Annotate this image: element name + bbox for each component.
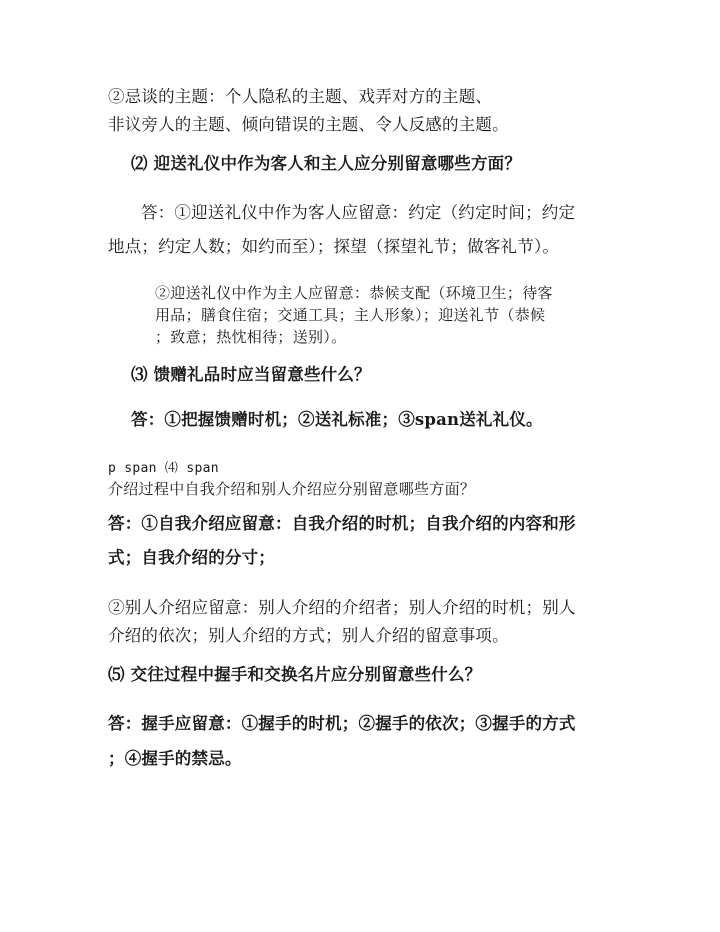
question-5-answer-line-2: ；④握手的禁忌。: [108, 749, 242, 768]
question-2-answer-host-line-1: ②迎送礼仪中作为主人应留意：恭候支配（环境卫生；待客: [155, 284, 553, 302]
question-4-answer-self-line-1: 答：①自我介绍应留意：自我介绍的时机；自我介绍的内容和形: [108, 514, 576, 533]
question-2-answer-host-line-3: ；致意；热忱相待；送别）。: [155, 328, 347, 346]
question-2-answer-host-line-2: 用品；膳食住宿；交通工具；主人形象）；迎送礼节（恭候: [155, 306, 546, 324]
question-5-heading: ⑸ 交往过程中握手和交换名片应分别留意些什么？: [108, 665, 482, 684]
question-2-answer-guest-line-2: 地点；约定人数；如约而至）；探望（探望礼节；做客礼节）。: [108, 237, 560, 256]
question-2-heading: ⑵ 迎送礼仪中作为客人和主人应分别留意哪些方面？: [131, 154, 522, 173]
question-2-answer-guest-line-1: 答：①迎送礼仪中作为客人应留意：约定（约定时间；约定: [141, 203, 576, 222]
question-3-heading: ⑶ 馈赠礼品时应当留意些什么？: [131, 365, 371, 384]
question-4-heading: 介绍过程中自我介绍和别人介绍应分别留意哪些方面？: [108, 480, 476, 498]
question-5-answer-line-1: 答：握手应留意：①握手的时机；②握手的依次；③握手的方式: [108, 714, 576, 733]
question-4-answer-self-line-2: 式；自我介绍的分寸；: [108, 548, 275, 567]
question-4-marker: p span ⑷ span: [108, 461, 219, 476]
question-4-answer-other-line-2: 介绍的依次；别人介绍的方式；别人介绍的留意事项。: [108, 626, 509, 645]
taboo-topics-line-1: ②忌谈的主题：个人隐私的主题、戏弄对方的主题、: [108, 87, 493, 106]
question-3-answer: 答：①把握馈赠时机；②送礼标准；③span送礼礼仪。: [131, 410, 543, 429]
taboo-topics-line-2: 非议旁人的主题、倾向错误的主题、令人反感的主题。: [108, 115, 509, 134]
question-4-answer-other-line-1: ②别人介绍应留意：别人介绍的介绍者；别人介绍的时机；别人: [108, 598, 576, 617]
